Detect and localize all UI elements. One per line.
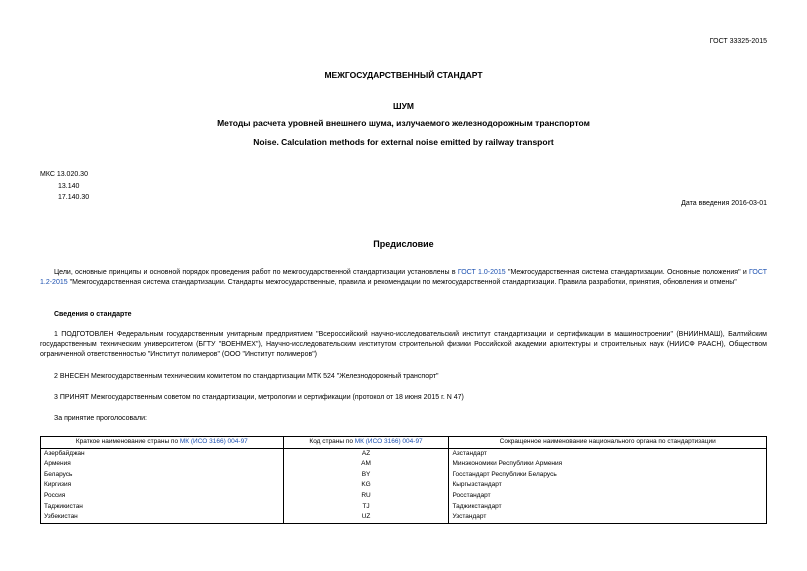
cell-country: Киргизия (41, 480, 284, 491)
cell-body: Госстандарт Республики Беларусь (449, 470, 767, 481)
standard-type-heading: МЕЖГОСУДАРСТВЕННЫЙ СТАНДАРТ (324, 70, 483, 80)
p1-text-1: Цели, основные принципы и основной порядок проведения работ по межгосударственной стандартизации установлены в (54, 269, 458, 276)
cell-country: Узбекистан (41, 512, 284, 523)
adopted-by-paragraph (40, 393, 767, 403)
table-row (41, 459, 767, 470)
topic-heading: ШУМ (393, 101, 414, 111)
gost-number: ГОСТ 33325-2015 (709, 38, 767, 45)
cell-code: KG (283, 480, 449, 491)
table-row (41, 470, 767, 481)
table-row (41, 491, 767, 502)
header-country-name (41, 437, 284, 449)
table-row (41, 480, 767, 491)
p2-text: 1 ПОДГОТОВЛЕН Федеральным государственным унитарным предприятием "Всероссийский научно-исследовательский институт стандартизации и сертификации в машиностроении" (ВНИИНМАШ), Балтийским государственным техническим университетом (БГТУ "ВОЕНМЕХ"), Научно-исследовательским институтом строительной физики Российской академии архитектуры и строительных наук (НИИСФ РААСН), Обществом ограниченной ответственностью "Институт полимеров" (ООО "Институт полимеров") (40, 331, 767, 358)
cell-country: Армения (41, 459, 284, 470)
mks-code-3: 17.140.30 (58, 194, 90, 201)
header-country-code (283, 437, 449, 449)
header-col1-text: Краткое наименование страны по (75, 438, 180, 445)
date-introduction: Дата введения 2016-03-01 (681, 200, 767, 207)
voting-countries-table (40, 436, 767, 524)
p1-text-2: "Межгосударственная система стандартизации. Основные положения" и (505, 269, 750, 276)
russian-title: Методы расчета уровней внешнего шума, излучаемого железнодорожным транспортом (217, 118, 590, 128)
cell-code: RU (283, 491, 449, 502)
cell-body: Узстандарт (449, 512, 767, 523)
p1-text-3: "Межгосударственная система стандартизации. Стандарты межгосударственные, правила и рекомендации по межгосударственной стандартизации. Правила разработки, принятия, обновления и отмены" (67, 279, 737, 286)
gost-1-2-link[interactable]: ГОСТ 1.2-2015 (40, 269, 767, 286)
cell-country: Таджикистан (41, 502, 284, 513)
prepared-by-paragraph (40, 330, 767, 360)
cell-body: Минэкономики Республики Армения (449, 459, 767, 470)
cell-body: Росстандарт (449, 491, 767, 502)
header-col1-link[interactable]: МК (ИСО 3166) 004-97 (179, 438, 248, 445)
header-national-body: Сокращенное наименование национального органа по стандартизации (449, 437, 767, 449)
gost-1-0-link[interactable]: ГОСТ 1.0-2015 (457, 269, 506, 276)
cell-code: UZ (283, 512, 449, 523)
mks-codes (40, 169, 89, 204)
cell-body: Таджикстандарт (449, 502, 767, 513)
introduced-by-paragraph (40, 372, 767, 382)
preface-heading: Предисловие (373, 239, 434, 249)
p3-text: 2 ВНЕСЕН Межгосударственным техническим комитетом по стандартизации МТК 524 "Железнодорожный транспорт" (54, 373, 439, 380)
voted-label (40, 414, 767, 424)
table-header-row (41, 437, 767, 449)
svedeniya-text: Сведения о стандарте (54, 311, 132, 318)
table-row (41, 502, 767, 513)
p4-text: 3 ПРИНЯТ Межгосударственным советом по стандартизации, метрологии и сертификации (протокол от 18 июня 2015 г. N 47) (54, 394, 464, 401)
header-col2-link[interactable]: МК (ИСО 3166) 004-97 (354, 438, 423, 445)
cell-country: Россия (41, 491, 284, 502)
english-title: Noise. Calculation methods for external noise emitted by railway transport (253, 137, 554, 147)
cell-code: BY (283, 470, 449, 481)
cell-body: Кыргызстандарт (449, 480, 767, 491)
cell-country: Азербайджан (41, 448, 284, 459)
cell-country: Беларусь (41, 470, 284, 481)
cell-code: AM (283, 459, 449, 470)
cell-code: AZ (283, 448, 449, 459)
table-row (41, 512, 767, 523)
preface-paragraph-goals (40, 268, 767, 288)
cell-code: TJ (283, 502, 449, 513)
table-row (41, 448, 767, 459)
cell-body: Азстандарт (449, 448, 767, 459)
p5-text: За принятие проголосовали: (54, 415, 147, 422)
mks-code-2: 13.140 (58, 182, 80, 190)
header-col2-text: Код страны по (309, 438, 355, 445)
mks-label: МКС 13.020.30 (40, 171, 88, 178)
standard-info-heading (40, 310, 767, 320)
